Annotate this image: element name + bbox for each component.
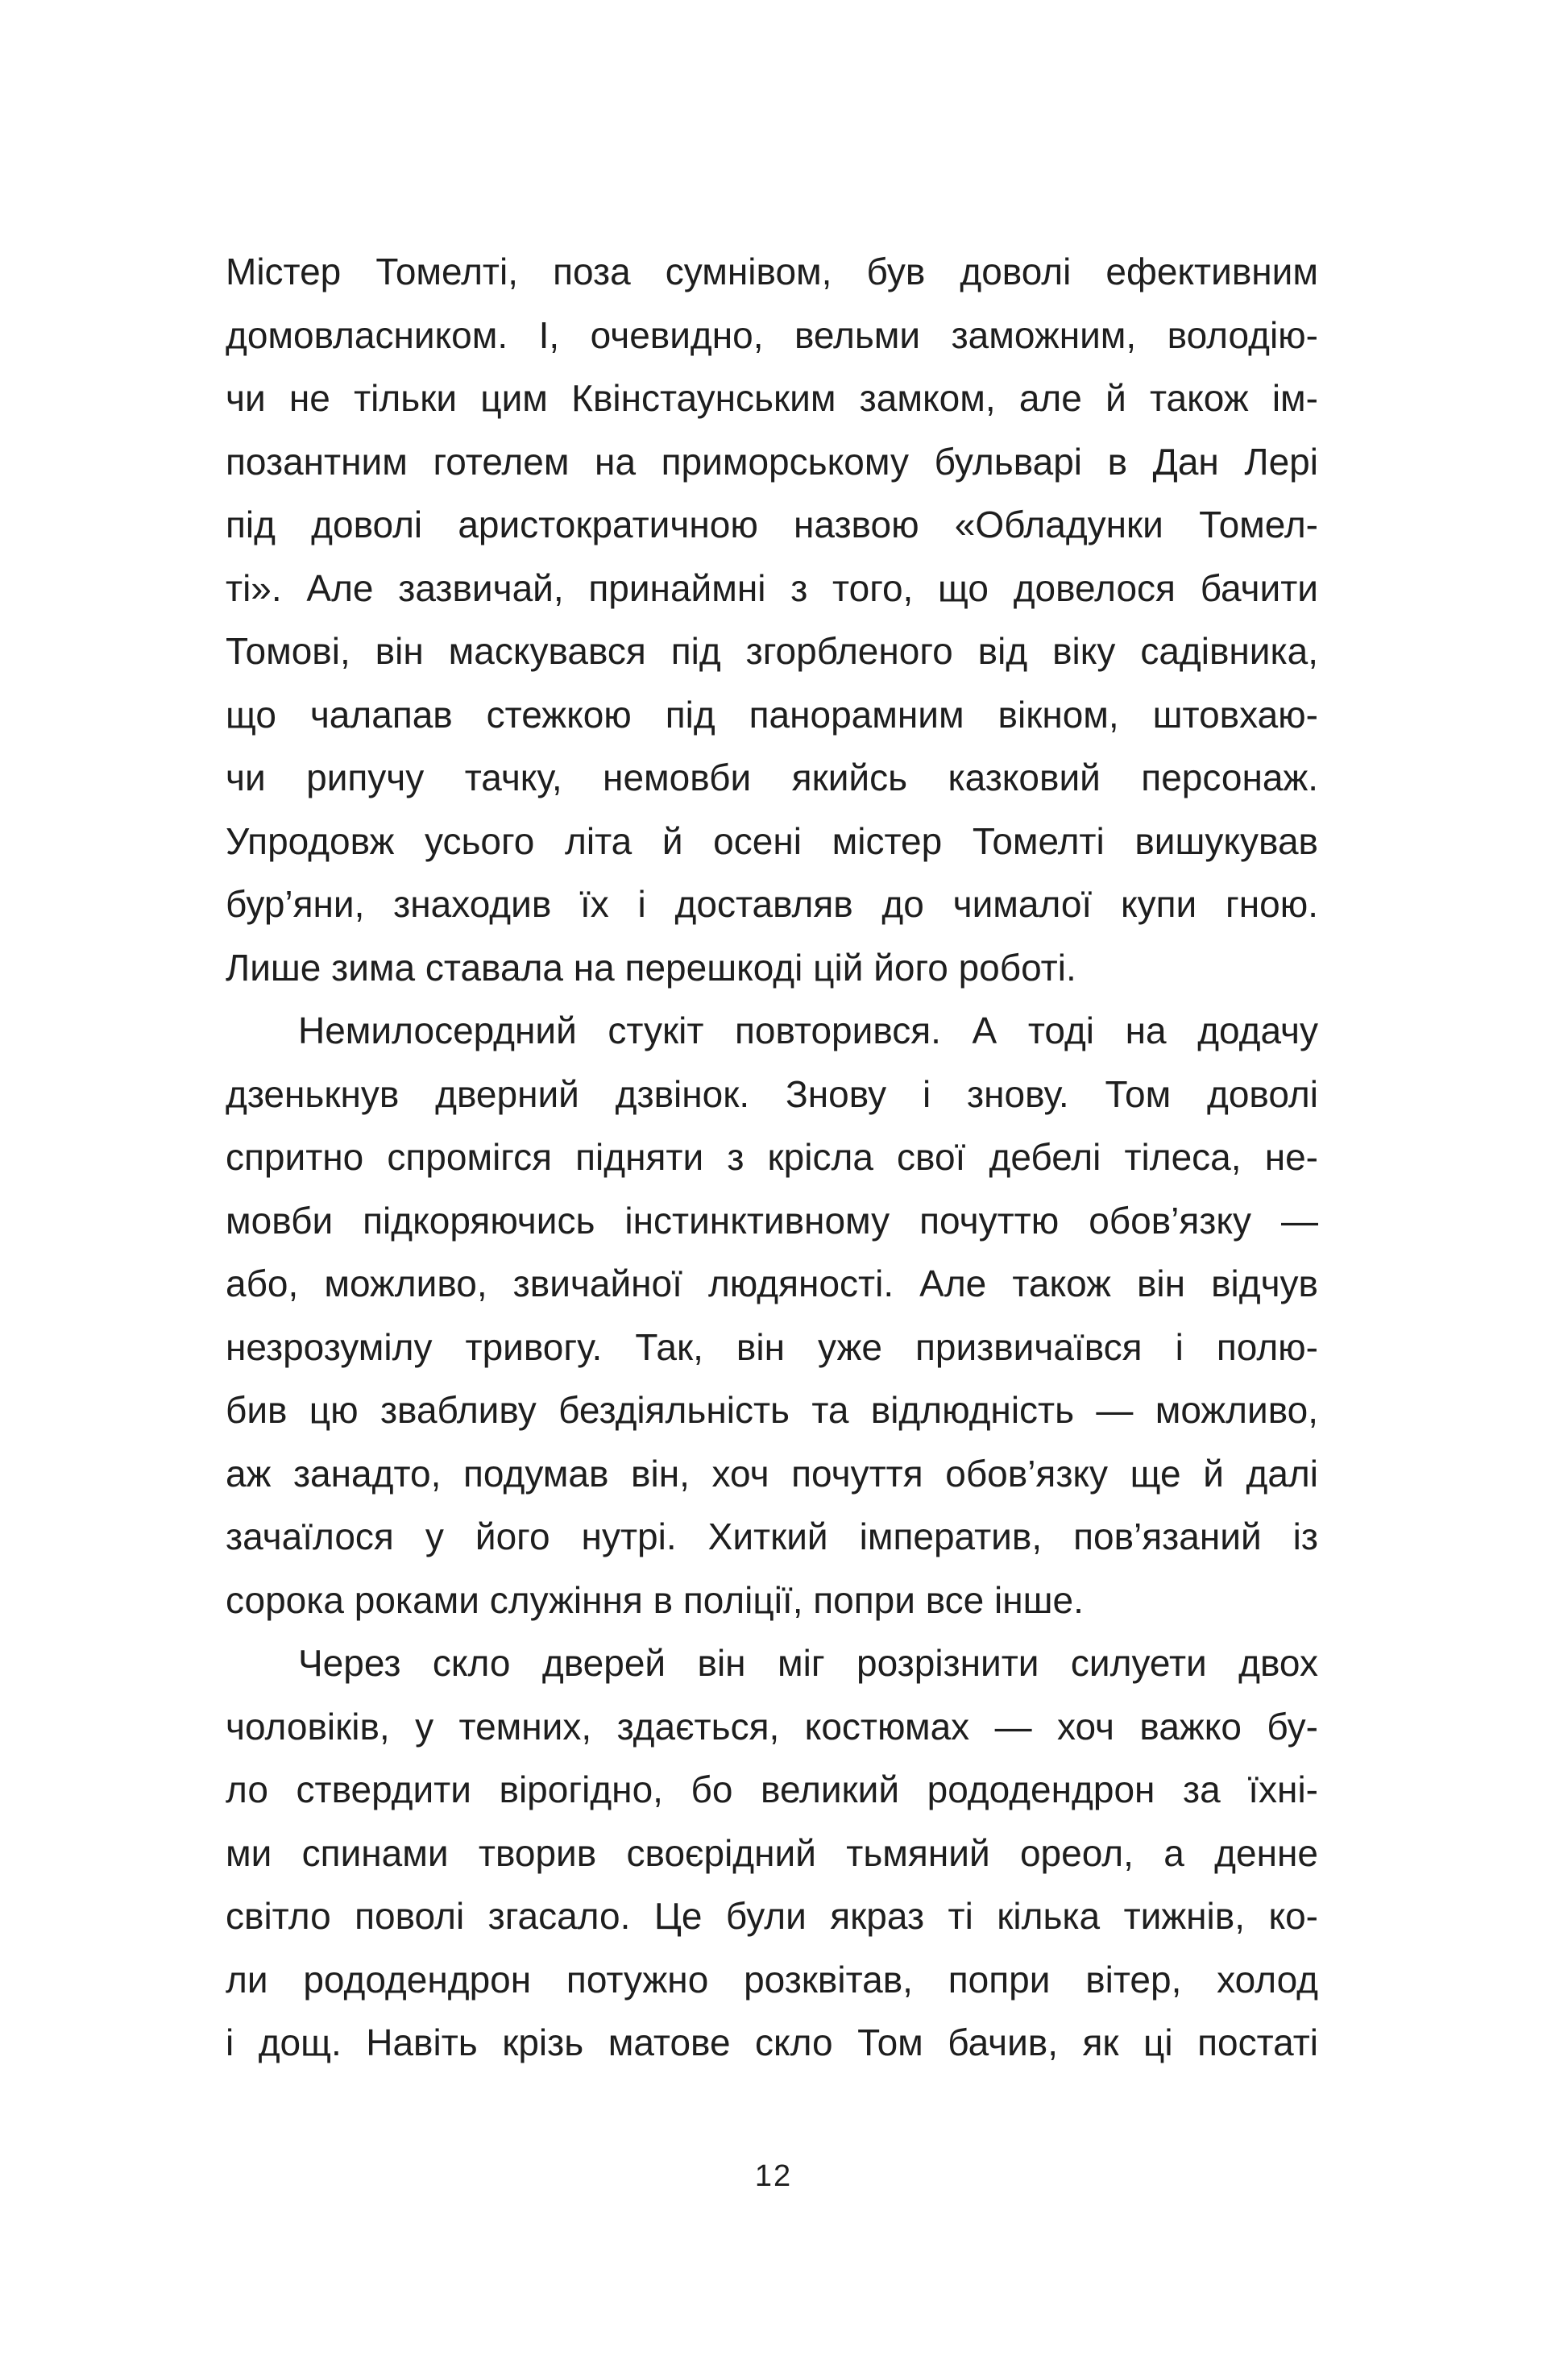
text-line: під доволі аристократичною назвою «Обладунки Томел- (226, 504, 1318, 545)
text-line: або, можливо, звичайної людяності. Але також він відчув (226, 1263, 1318, 1304)
text-line: чи рипучу тачку, немовби якийсь казковий персонаж. (226, 757, 1318, 798)
paragraph-1 (226, 240, 1318, 999)
text-line: Лише зима ставала на перешкоді цій його роботі. (226, 946, 1076, 989)
page-number: 12 (754, 2159, 793, 2193)
text-line: Містер Томелті, поза сумнівом, був доволі ефективним (226, 251, 1318, 292)
paragraph-3 (226, 1632, 1318, 2075)
text-line: мовби підкоряючись інстинктивному почуттю обов’язку — (226, 1199, 1318, 1242)
text-line: ло ствердити вірогідно, бо великий рододендрон за їхні- (226, 1768, 1318, 1810)
text-line: Томові, він маскувався під згорбленого від віку садівника, (226, 630, 1318, 672)
text-line: незрозумілу тривогу. Так, він уже призвичаївся і полю- (226, 1325, 1318, 1368)
text-line: бур’яни, знаходив їх і доставляв до чималої купи гною. (226, 883, 1318, 925)
text-line: і дощ. Навіть крізь матове скло Том бачив, як ці постаті (226, 2021, 1318, 2063)
text-line: чоловіків, у темних, здається, костюмах — хоч важко бу- (226, 1705, 1318, 1748)
text-line: позантним готелем на приморському бульварі в Дан Лері (226, 440, 1318, 483)
text-line: домовласником. І, очевидно, вельми заможним, володію- (226, 313, 1318, 356)
text-line: Через скло дверей він міг розрізнити силуети двох (298, 1642, 1318, 1684)
text-line: зачаїлося у його нутрі. Хиткий імператив, пов’язаний із (226, 1515, 1318, 1557)
text-line: аж занадто, подумав він, хоч почуття обов’язку ще й далі (226, 1452, 1318, 1495)
text-line: ті». Але зазвичай, принаймні з того, що довелося бачити (226, 566, 1318, 609)
text-line: що чалапав стежкою під панорамним вікном, штовхаю- (226, 693, 1318, 736)
text-line: Немилосердний стукіт повторився. А тоді на додачу (298, 1010, 1318, 1051)
text-line: чи не тільки цим Квінстаунським замком, але й також ім- (226, 377, 1318, 419)
text-line: сорока роками служіння в поліції, попри все інше. (226, 1578, 1084, 1621)
text-line: світло поволі згасало. Це були якраз ті кілька тижнів, ко- (226, 1895, 1318, 1937)
page-body (226, 240, 1318, 2075)
text-line: дзенькнув дверний дзвінок. Знову і знову. Том доволі (226, 1072, 1318, 1115)
text-line: спритно спромігся підняти з крісла свої дебелі тілеса, не- (226, 1136, 1318, 1178)
text-line: ми спинами творив своєрідний тьмяний ореол, а денне (226, 1831, 1318, 1874)
text-line: бив цю звабливу бездіяльність та відлюдність — можливо, (226, 1389, 1318, 1431)
text-line: ли рододендрон потужно розквітав, попри вітер, холод (226, 1958, 1318, 2001)
paragraph-2 (226, 999, 1318, 1632)
text-line: Упродовж усього літа й осені містер Томелті вишукував (226, 819, 1318, 862)
